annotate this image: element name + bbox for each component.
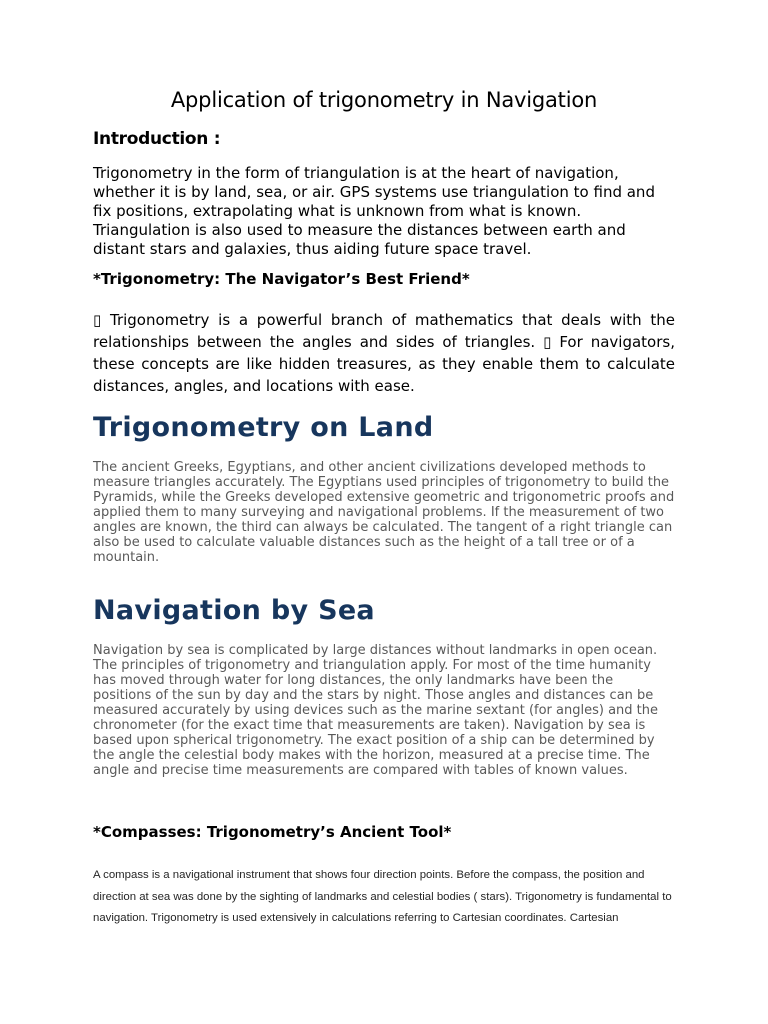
page-title: Application of trigonometry in Navigation: [170, 88, 598, 112]
introduction-heading: Introduction :: [93, 129, 221, 149]
compasses-paragraph: A compass is a navigational instrument that shows four direction points. Before the compass, the position and direction at sea was done by the sighting of landmarks and celestial bodies ( stars). Trigonometry is fundamental to navigation. Trigonometry is used extensively in calculations referring to Cartesian coordinates. Cartesian: [93, 869, 672, 924]
trigonometry-on-land-paragraph: The ancient Greeks, Egyptians, and other ancient civilizations developed methods to measure triangles accurately. The Egyptians used principles of trigonometry to build the Pyramids, while the Greeks developed extensive geometric and trigonometric proofs and applied them to many surveying and navigational problems. If the measurement of two angles are known, the third can always be calculated. The tangent of a right triangle can also be used to calculate valuable distances such as the height of a tall tree or of a mountain.: [93, 460, 675, 565]
compasses-heading: *Compasses: Trigonometry’s Ancient Tool*: [93, 823, 452, 841]
navigator-best-friend-heading: *Trigonometry: The Navigator’s Best Friend*: [93, 270, 470, 288]
navigation-by-sea-paragraph: Navigation by sea is complicated by large distances without landmarks in open ocean. The principles of trigonometry and triangulation apply. For most of the time humanity has moved through water for long distances, the only landmarks have been the positions of the sun by day and the stars by night. Those angles and distances can be measured accurately by using devices such as the marine sextant (for angles) and the chronometer (for the exact time that measurements are taken). Navigation by sea is based upon spherical trigonometry. The exact position of a ship can be determined by the angle the celestial body makes with the horizon, measured at a precise time. The angle and precise time measurements are compared with tables of known values.: [93, 643, 658, 778]
introduction-paragraph: Trigonometry in the form of triangulation is at the heart of navigation, whether it is by land, sea, or air. GPS systems use triangulation to find and fix positions, extrapolating what is unknown from what is known. Triangulation is also used to measure the distances between earth and distant stars and galaxies, thus aiding future space travel.: [93, 164, 655, 258]
trigonometry-on-land-heading: Trigonometry on Land: [93, 412, 434, 443]
navigator-best-friend-paragraph: ▯ Trigonometry is a powerful branch of mathematics that deals with the relationships between the angles and sides of triangles. ▯ For navigators, these concepts are like hidden treasures, as they enable them to calculate distances, angles, and locations with ease.: [93, 311, 675, 395]
navigation-by-sea-heading: Navigation by Sea: [93, 595, 375, 626]
